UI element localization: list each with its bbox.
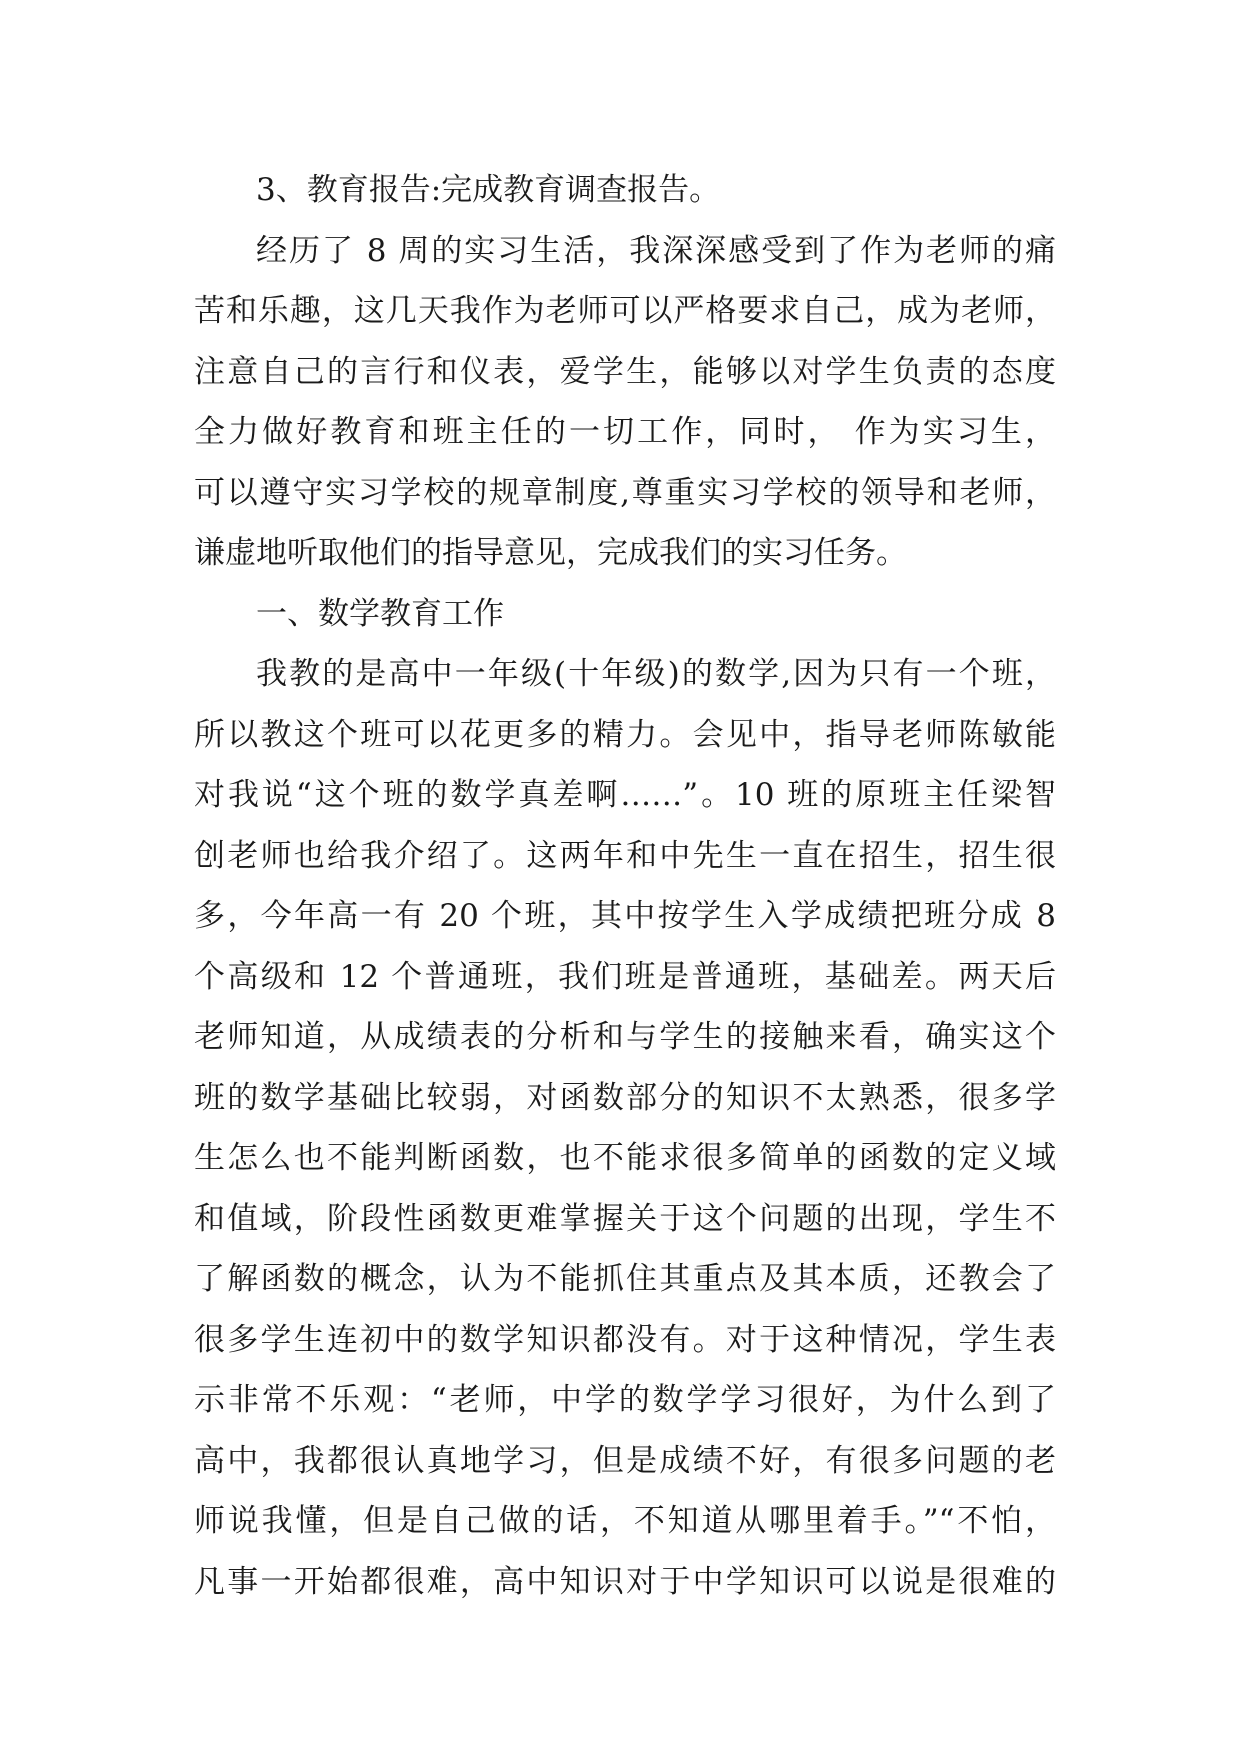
text-line: 师说我懂，但是自己做的话，不知道从哪里着手。”“不怕， [194,1503,1056,1539]
text-line: 示非常不乐观：“老师，中学的数学学习很好，为什么到了 [194,1382,1056,1418]
text-line: 对我说“这个班的数学真差啊……”。10 班的原班主任梁智 [194,777,1056,813]
text-line: 苦和乐趣，这几天我作为老师可以严格要求自己，成为老师， [194,293,1056,329]
text-line: 生怎么也不能判断函数，也不能求很多简单的函数的定义域 [194,1140,1056,1176]
text-line: 很多学生连初中的数学知识都没有。对于这种情况，学生表 [194,1321,1056,1358]
text-line: 经历了 8 周的实习生活，我深深感受到了作为老师的痛 [256,232,1056,269]
text-line: 创老师也给我介绍了。这两年和中先生一直在招生，招生很 [194,837,1056,874]
document-body [194,160,1056,1612]
text-line: 全力做好教育和班主任的一切工作，同时， 作为实习生， [194,414,1056,450]
text-line: 高中，我都很认真地学习，但是成绩不好，有很多问题的老 [194,1442,1056,1479]
text-line: 3、教育报告:完成教育调查报告。 [256,172,721,208]
text-line: 凡事一开始都很难，高中知识对于中学知识可以说是很难的 [194,1563,1056,1600]
text-line: 和值域，阶段性函数更难掌握关于这个问题的出现，学生不 [194,1200,1056,1237]
text-line: 个高级和 12 个普通班，我们班是普通班，基础差。两天后 [194,958,1056,995]
text-line: 谦虚地听取他们的指导意见，完成我们的实习任务。 [194,535,907,571]
text-line: 班的数学基础比较弱，对函数部分的知识不太熟悉，很多学 [194,1079,1056,1116]
section-heading: 一、数学教育工作 [256,595,504,632]
text-line: 老师知道，从成绩表的分析和与学生的接触来看，确实这个 [194,1019,1056,1055]
text-line: 了解函数的概念，认为不能抓住其重点及其本质，还教会了 [194,1261,1056,1297]
text-line: 多，今年高一有 20 个班，其中按学生入学成绩把班分成 8 [194,898,1056,934]
text-line: 注意自己的言行和仪表，爱学生，能够以对学生负责的态度 [194,353,1056,390]
text-line: 可以遵守实习学校的规章制度,尊重实习学校的领导和老师， [194,474,1056,511]
text-line: 我教的是高中一年级(十年级)的数学,因为只有一个班， [256,656,1056,692]
text-line: 所以教这个班可以花更多的精力。会见中，指导老师陈敏能 [194,716,1056,753]
